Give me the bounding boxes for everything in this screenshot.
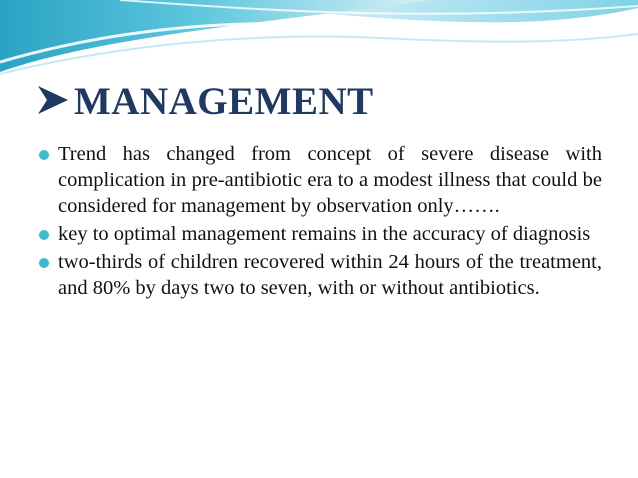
list-item-text: two-thirds of children recovered within 24 hours of the treatment, and 80% by days two to seven, with or without antibiotics.	[58, 251, 602, 299]
header-wave-decoration	[0, 0, 638, 80]
filled-circle-bullet-icon	[39, 150, 49, 160]
slide-title	[36, 78, 374, 126]
list-item	[38, 141, 602, 219]
list-item-text: Trend has changed from concept of severe disease with complication in pre-antibiotic era to a modest illness that could be considered for management by observation only…….	[58, 143, 602, 217]
list-item	[38, 221, 602, 247]
arrowhead-bullet-icon	[36, 85, 70, 115]
slide-title-text: MANAGEMENT	[74, 80, 374, 123]
list-item	[38, 249, 602, 301]
bullet-list	[38, 141, 602, 303]
filled-circle-bullet-icon	[39, 258, 49, 268]
list-item-text: key to optimal management remains in the accuracy of diagnosis	[58, 223, 591, 245]
filled-circle-bullet-icon	[39, 230, 49, 240]
